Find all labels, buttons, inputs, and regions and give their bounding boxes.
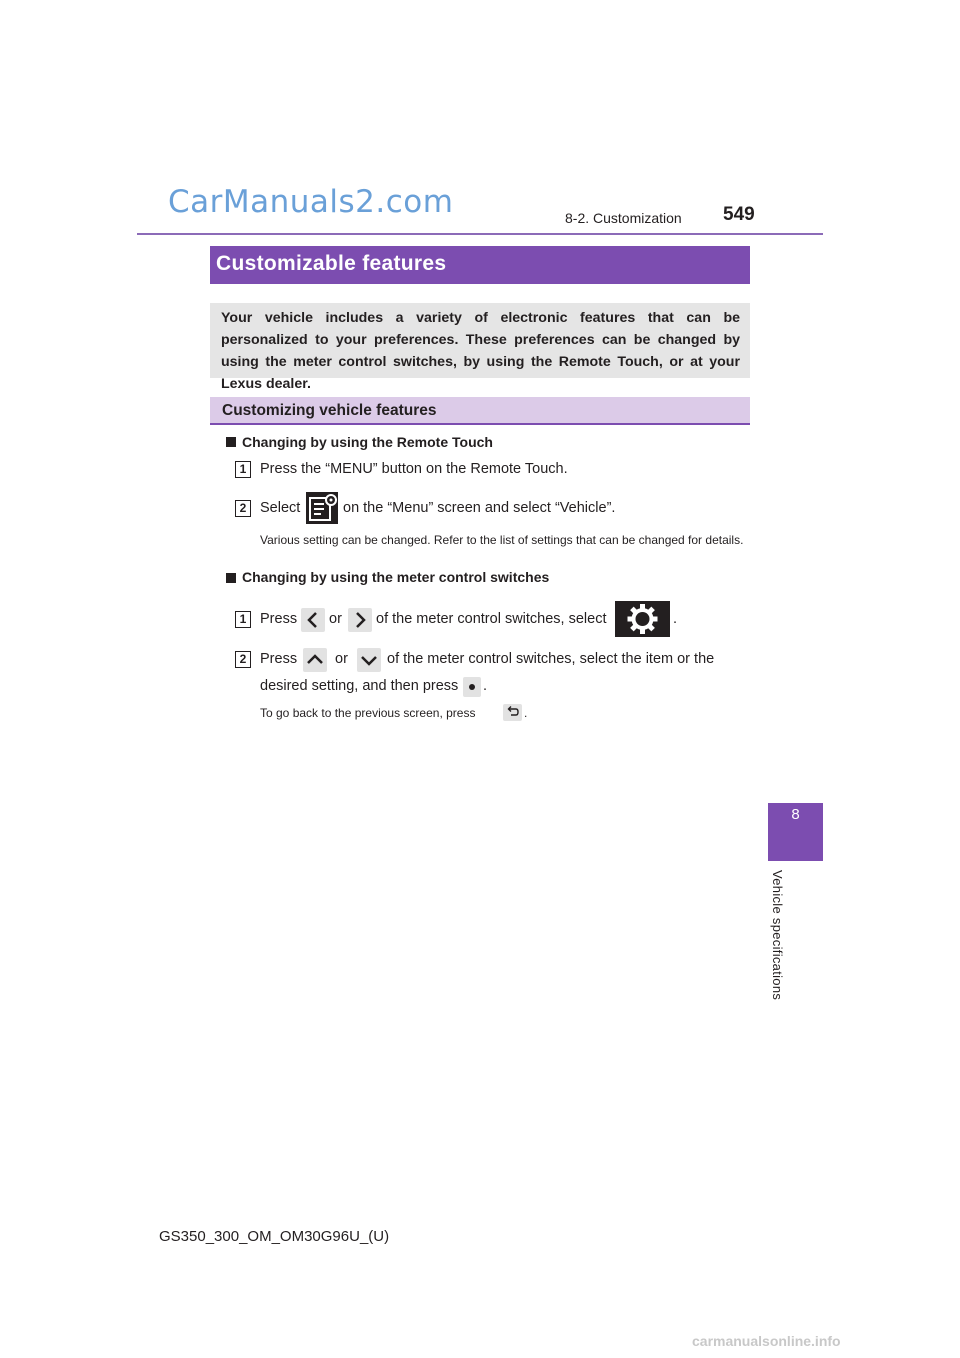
settings-menu-icon xyxy=(306,492,338,524)
meter-step1-press: Press xyxy=(260,611,298,627)
step-number: 2 xyxy=(235,500,251,517)
meter-step1-or: or xyxy=(329,611,342,627)
remote-touch-step1: Press the “MENU” button on the Remote Touch. xyxy=(260,461,568,477)
meter-step2-end: . xyxy=(483,678,488,694)
subsection-title: Customizing vehicle features xyxy=(222,402,437,419)
page-title: Customizable features xyxy=(216,252,447,275)
step-number: 2 xyxy=(235,651,251,668)
remote-touch-step2-after: on the “Menu” screen and select “Vehicle”. xyxy=(343,500,616,516)
footer-watermark: carmanualsonline.info xyxy=(692,1333,841,1349)
meter-switches-heading: Changing by using the meter control switches xyxy=(242,569,550,585)
meter-step1-end: . xyxy=(673,611,678,627)
document-code: GS350_300_OM_OM30G96U_(U) xyxy=(159,1228,390,1245)
chevron-up-icon xyxy=(303,648,327,672)
step-number: 1 xyxy=(235,611,251,628)
chevron-right-icon xyxy=(348,608,372,632)
meter-note-end: . xyxy=(524,706,528,720)
chevron-down-icon xyxy=(357,648,381,672)
chapter-tab xyxy=(768,803,823,861)
chapter-title-vertical xyxy=(766,870,794,1010)
back-arrow-icon xyxy=(503,704,522,721)
gear-icon xyxy=(615,601,670,637)
step-number: 1 xyxy=(235,461,251,478)
chapter-number: 8 xyxy=(791,806,800,823)
page-title-bar xyxy=(210,246,750,284)
meter-step1-after: of the meter control switches, select xyxy=(376,611,607,627)
chevron-left-icon xyxy=(301,608,325,632)
remote-touch-step2-before: Select xyxy=(260,500,301,516)
section-title: 8-2. Customization xyxy=(565,210,682,226)
enter-dot-icon xyxy=(463,677,481,697)
meter-step2-press: Press xyxy=(260,651,298,667)
remote-touch-heading: Changing by using the Remote Touch xyxy=(242,434,493,450)
subsection-bar xyxy=(210,397,750,425)
meter-step2-after: of the meter control switches, select the item or the xyxy=(387,651,715,667)
meter-note-before: To go back to the previous screen, press xyxy=(260,706,476,720)
intro-text: Your vehicle includes a variety of electronic features that can be personalized to your preferences. These preferences can be changed by using the meter control switches, by using the Remote Touch, or at your Lexus dealer. xyxy=(221,310,740,392)
bullet-square xyxy=(226,573,236,583)
chapter-title: Vehicle specifications xyxy=(770,870,785,1001)
page-number: 549 xyxy=(723,204,755,225)
bullet-square xyxy=(226,437,236,447)
meter-step2-line2: desired setting, and then press xyxy=(260,678,459,694)
meter-step2-or: or xyxy=(335,651,348,667)
header-divider xyxy=(137,233,823,235)
remote-touch-note: Various setting can be changed. Refer to the list of settings that can be changed for details. xyxy=(260,533,744,547)
watermark-logo: CarManuals2.com xyxy=(168,184,454,220)
intro-box xyxy=(210,303,750,392)
